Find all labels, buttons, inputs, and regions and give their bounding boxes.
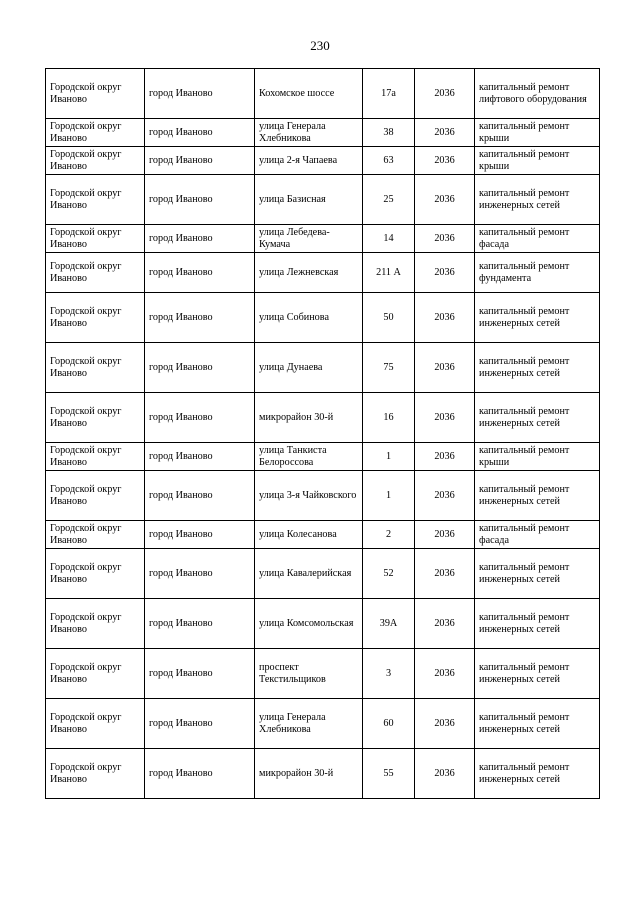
cell-street: улица 2-я Чапаева (255, 147, 363, 175)
cell-city: город Иваново (145, 253, 255, 293)
cell-house: 211 А (363, 253, 415, 293)
cell-work: капитальный ремонт лифтового оборудования (475, 69, 600, 119)
cell-house: 16 (363, 393, 415, 443)
table-row (46, 147, 600, 175)
cell-house: 75 (363, 343, 415, 393)
register-body (46, 69, 600, 799)
cell-year: 2036 (415, 549, 475, 599)
cell-year: 2036 (415, 521, 475, 549)
cell-year: 2036 (415, 119, 475, 147)
cell-work: капитальный ремонт инженерных сетей (475, 175, 600, 225)
cell-house: 1 (363, 471, 415, 521)
cell-city: город Иваново (145, 393, 255, 443)
cell-year: 2036 (415, 343, 475, 393)
cell-okrug: Городской округ Иваново (46, 443, 145, 471)
cell-okrug: Городской округ Иваново (46, 649, 145, 699)
cell-city: город Иваново (145, 699, 255, 749)
cell-okrug: Городской округ Иваново (46, 253, 145, 293)
cell-work: капитальный ремонт инженерных сетей (475, 599, 600, 649)
table-row (46, 225, 600, 253)
cell-year: 2036 (415, 749, 475, 799)
cell-year: 2036 (415, 649, 475, 699)
cell-street: улица Лежневская (255, 253, 363, 293)
cell-work: капитальный ремонт инженерных сетей (475, 343, 600, 393)
cell-year: 2036 (415, 393, 475, 443)
cell-year: 2036 (415, 225, 475, 253)
cell-okrug: Городской округ Иваново (46, 343, 145, 393)
cell-city: город Иваново (145, 471, 255, 521)
cell-okrug: Городской округ Иваново (46, 749, 145, 799)
cell-okrug: Городской округ Иваново (46, 699, 145, 749)
cell-city: город Иваново (145, 147, 255, 175)
cell-house: 25 (363, 175, 415, 225)
cell-city: город Иваново (145, 521, 255, 549)
cell-city: город Иваново (145, 119, 255, 147)
cell-okrug: Городской округ Иваново (46, 119, 145, 147)
cell-house: 60 (363, 699, 415, 749)
cell-city: город Иваново (145, 549, 255, 599)
cell-work: капитальный ремонт крыши (475, 443, 600, 471)
cell-street: улица Генерала Хлебникова (255, 119, 363, 147)
cell-work: капитальный ремонт инженерных сетей (475, 649, 600, 699)
cell-street: улица 3-я Чайковского (255, 471, 363, 521)
cell-house: 39А (363, 599, 415, 649)
cell-street: микрорайон 30-й (255, 393, 363, 443)
cell-okrug: Городской округ Иваново (46, 549, 145, 599)
cell-street: улица Танкиста Белороссова (255, 443, 363, 471)
cell-okrug: Городской округ Иваново (46, 599, 145, 649)
cell-year: 2036 (415, 699, 475, 749)
cell-year: 2036 (415, 175, 475, 225)
cell-work: капитальный ремонт инженерных сетей (475, 393, 600, 443)
cell-year: 2036 (415, 293, 475, 343)
table-row (46, 393, 600, 443)
table-row (46, 293, 600, 343)
cell-work: капитальный ремонт фасада (475, 521, 600, 549)
cell-work: капитальный ремонт инженерных сетей (475, 699, 600, 749)
cell-house: 3 (363, 649, 415, 699)
cell-city: город Иваново (145, 175, 255, 225)
cell-house: 50 (363, 293, 415, 343)
cell-year: 2036 (415, 69, 475, 119)
cell-street: улица Кавалерийская (255, 549, 363, 599)
cell-okrug: Городской округ Иваново (46, 521, 145, 549)
cell-work: капитальный ремонт крыши (475, 119, 600, 147)
cell-street: улица Дунаева (255, 343, 363, 393)
cell-house: 17а (363, 69, 415, 119)
cell-street: улица Лебедева-Кумача (255, 225, 363, 253)
cell-house: 38 (363, 119, 415, 147)
cell-city: город Иваново (145, 343, 255, 393)
table-row (46, 119, 600, 147)
cell-year: 2036 (415, 147, 475, 175)
cell-work: капитальный ремонт инженерных сетей (475, 293, 600, 343)
cell-city: город Иваново (145, 749, 255, 799)
table-row (46, 443, 600, 471)
cell-house: 52 (363, 549, 415, 599)
cell-house: 1 (363, 443, 415, 471)
cell-house: 55 (363, 749, 415, 799)
cell-work: капитальный ремонт инженерных сетей (475, 549, 600, 599)
cell-work: капитальный ремонт фундамента (475, 253, 600, 293)
cell-work: капитальный ремонт крыши (475, 147, 600, 175)
table-row (46, 599, 600, 649)
cell-okrug: Городской округ Иваново (46, 393, 145, 443)
table-row (46, 649, 600, 699)
page-number: 230 (310, 38, 330, 53)
cell-street: улица Комсомольская (255, 599, 363, 649)
table-row (46, 549, 600, 599)
cell-street: микрорайон 30-й (255, 749, 363, 799)
cell-okrug: Городской округ Иваново (46, 69, 145, 119)
cell-okrug: Городской округ Иваново (46, 225, 145, 253)
cell-house: 14 (363, 225, 415, 253)
cell-city: город Иваново (145, 69, 255, 119)
cell-okrug: Городской округ Иваново (46, 471, 145, 521)
cell-street: Кохомское шоссе (255, 69, 363, 119)
cell-work: капитальный ремонт инженерных сетей (475, 471, 600, 521)
cell-okrug: Городской округ Иваново (46, 293, 145, 343)
cell-street: улица Колесанова (255, 521, 363, 549)
table-row (46, 471, 600, 521)
cell-street: улица Генерала Хлебникова (255, 699, 363, 749)
cell-house: 2 (363, 521, 415, 549)
table-row (46, 175, 600, 225)
cell-okrug: Городской округ Иваново (46, 175, 145, 225)
cell-city: город Иваново (145, 225, 255, 253)
cell-year: 2036 (415, 471, 475, 521)
cell-city: город Иваново (145, 293, 255, 343)
table-row (46, 253, 600, 293)
cell-work: капитальный ремонт фасада (475, 225, 600, 253)
cell-city: город Иваново (145, 443, 255, 471)
table-row (46, 699, 600, 749)
cell-city: город Иваново (145, 599, 255, 649)
table-row (46, 343, 600, 393)
cell-house: 63 (363, 147, 415, 175)
table-row (46, 521, 600, 549)
cell-street: улица Собинова (255, 293, 363, 343)
register-table (45, 68, 600, 799)
table-row (46, 69, 600, 119)
cell-year: 2036 (415, 253, 475, 293)
cell-city: город Иваново (145, 649, 255, 699)
cell-year: 2036 (415, 599, 475, 649)
table-row (46, 749, 600, 799)
cell-year: 2036 (415, 443, 475, 471)
cell-street: улица Базисная (255, 175, 363, 225)
cell-okrug: Городской округ Иваново (46, 147, 145, 175)
cell-work: капитальный ремонт инженерных сетей (475, 749, 600, 799)
cell-street: проспект Текстильщиков (255, 649, 363, 699)
